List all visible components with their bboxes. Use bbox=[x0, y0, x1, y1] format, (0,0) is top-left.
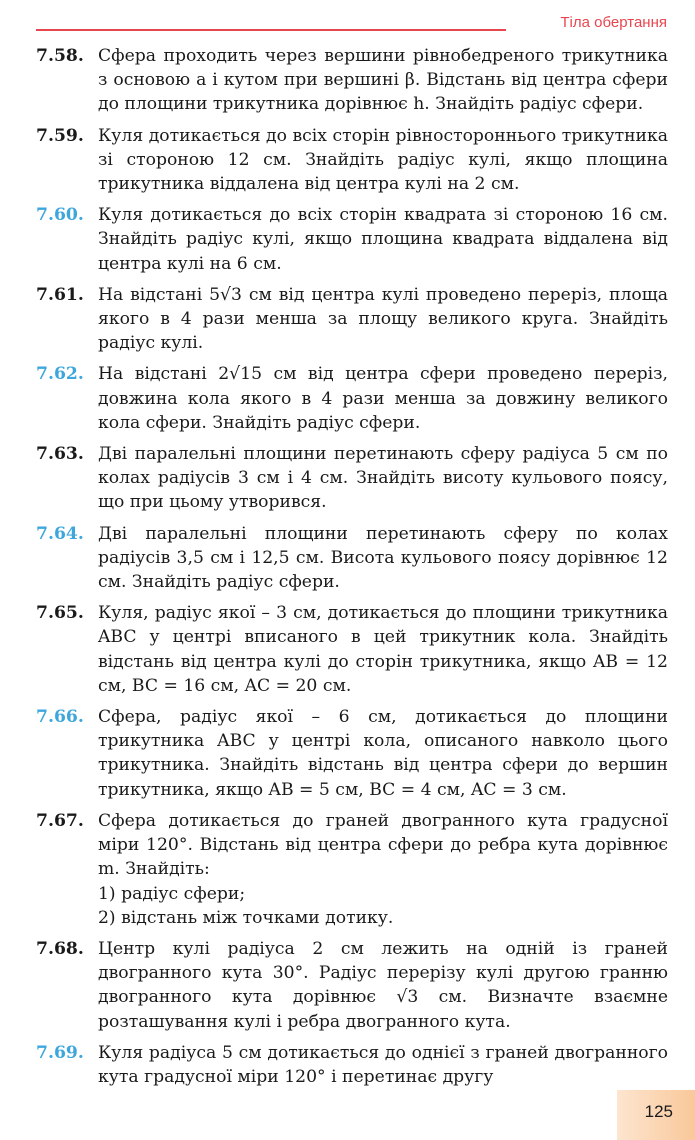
problem-text bbox=[98, 1041, 668, 1089]
problem-number: 7.67. bbox=[36, 810, 84, 831]
problem-number: 7.66. bbox=[36, 707, 84, 728]
problem-item bbox=[36, 44, 668, 117]
problem-statement: Куля дотикається до всіх сторін квадрата зі стороною 16 см. Знайдіть радіус кулі, якщо площина квадрата віддалена від центра кулі на 6 см. bbox=[98, 205, 668, 274]
problem-text bbox=[98, 442, 668, 515]
problem-number: 7.69. bbox=[36, 1042, 84, 1063]
problem-text bbox=[98, 124, 668, 197]
problem-item bbox=[36, 442, 668, 515]
problem-item bbox=[36, 283, 668, 356]
problem-number: 7.58. bbox=[36, 46, 84, 66]
problem-subitem: 1) радіус сфери; bbox=[98, 883, 246, 904]
problem-subitem: 2) відстань між точками дотику. bbox=[98, 907, 394, 928]
problem-text bbox=[98, 44, 668, 117]
problem-statement: Дві паралельні площини перетинають сферу радіуса 5 см по колах радіусів 3 см і 4 см. Знайдіть висоту кульового поясу, що при цьому утворився. bbox=[98, 444, 668, 513]
problem-item bbox=[36, 705, 668, 802]
problem-text bbox=[98, 937, 668, 1034]
problem-statement: Куля радіуса 5 см дотикається до однієї з граней двогранного кута градусної міри 120° і перетинає другу bbox=[98, 1042, 668, 1087]
problem-statement: Сфера дотикається до граней двогранного кута градусної міри 120°. Відстань від центра сфери до ребра кута дорівнює m. Знайдіть: bbox=[98, 810, 668, 880]
problem-statement: Куля дотикається до всіх сторін рівностороннього трикутника зі стороною 12 см. Знайдіть радіус кулі, якщо площина трикутника віддалена від центра кулі на 2 см. bbox=[98, 125, 668, 195]
problem-statement: Дві паралельні площини перетинають сферу по колах радіусів 3,5 см і 12,5 см. Висота кульового поясу дорівнює 12 см. Знайдіть радіус сфери. bbox=[98, 523, 668, 593]
problem-number: 7.59. bbox=[36, 125, 84, 146]
problem-text bbox=[98, 203, 668, 276]
problem-text bbox=[98, 705, 668, 802]
problem-item bbox=[36, 1041, 668, 1089]
problem-number: 7.65. bbox=[36, 603, 84, 624]
problem-statement: Центр кулі радіуса 2 см лежить на одній із граней двогранного кута 30°. Радіус перерізу кулі другою гранню двогранного кута дорівнює √3 см. Визначте взаємне розташування кулі і ребра двогранного кута. bbox=[98, 938, 668, 1032]
problem-statement: На відстані 2√15 см від центра сфери проведено переріз, довжина кола якого в 4 рази менша за довжину великого кола сфери. Знайдіть радіус сфери. bbox=[98, 364, 668, 433]
problem-statement: Сфера, радіус якої – 6 см, дотикається до площини трикутника ABC у центрі кола, описаного навколо цього трикутника. Знайдіть відстань від центра сфери до вершин трикутника, якщо AB = 5 см, BC = 4 см, AC = 3 см. bbox=[98, 707, 668, 800]
problem-item bbox=[36, 809, 668, 930]
problem-list bbox=[36, 44, 668, 1096]
problem-statement: Сфера проходить через вершини рівнобедреного трикутника з основою a і кутом при вершині β. Відстань від центра сфери до площини трикутника дорівнює h. Знайдіть радіус сфери. bbox=[98, 46, 668, 115]
problem-item bbox=[36, 362, 668, 435]
problem-item bbox=[36, 601, 668, 698]
problem-number: 7.60. bbox=[36, 205, 84, 226]
problem-text bbox=[98, 522, 668, 595]
page-number: 125 bbox=[644, 1102, 673, 1121]
problem-item bbox=[36, 124, 668, 197]
problem-text bbox=[98, 601, 668, 698]
problem-number: 7.63. bbox=[36, 444, 84, 465]
problem-item bbox=[36, 203, 668, 276]
header-rule bbox=[36, 29, 506, 31]
problem-text bbox=[98, 283, 668, 356]
section-title: Тіла обертання bbox=[560, 14, 667, 31]
problem-statement: На відстані 5√3 см від центра кулі проведено переріз, площа якого в 4 рази менша за площу великого круга. Знайдіть радіус кулі. bbox=[98, 284, 668, 354]
problem-number: 7.68. bbox=[36, 938, 84, 959]
problem-number: 7.62. bbox=[36, 364, 84, 385]
problem-text bbox=[98, 809, 668, 930]
problem-number: 7.64. bbox=[36, 523, 84, 544]
problem-item bbox=[36, 937, 668, 1034]
problem-text bbox=[98, 362, 668, 435]
problem-item bbox=[36, 522, 668, 595]
problem-statement: Куля, радіус якої – 3 см, дотикається до площини трикутника ABC у центрі вписаного в цей трикутник кола. Знайдіть відстань від центра кулі до сторін трикутника, якщо AB = 12 см, BC = 16 см, AC = 20 см. bbox=[98, 603, 668, 696]
problem-number: 7.61. bbox=[36, 284, 84, 305]
